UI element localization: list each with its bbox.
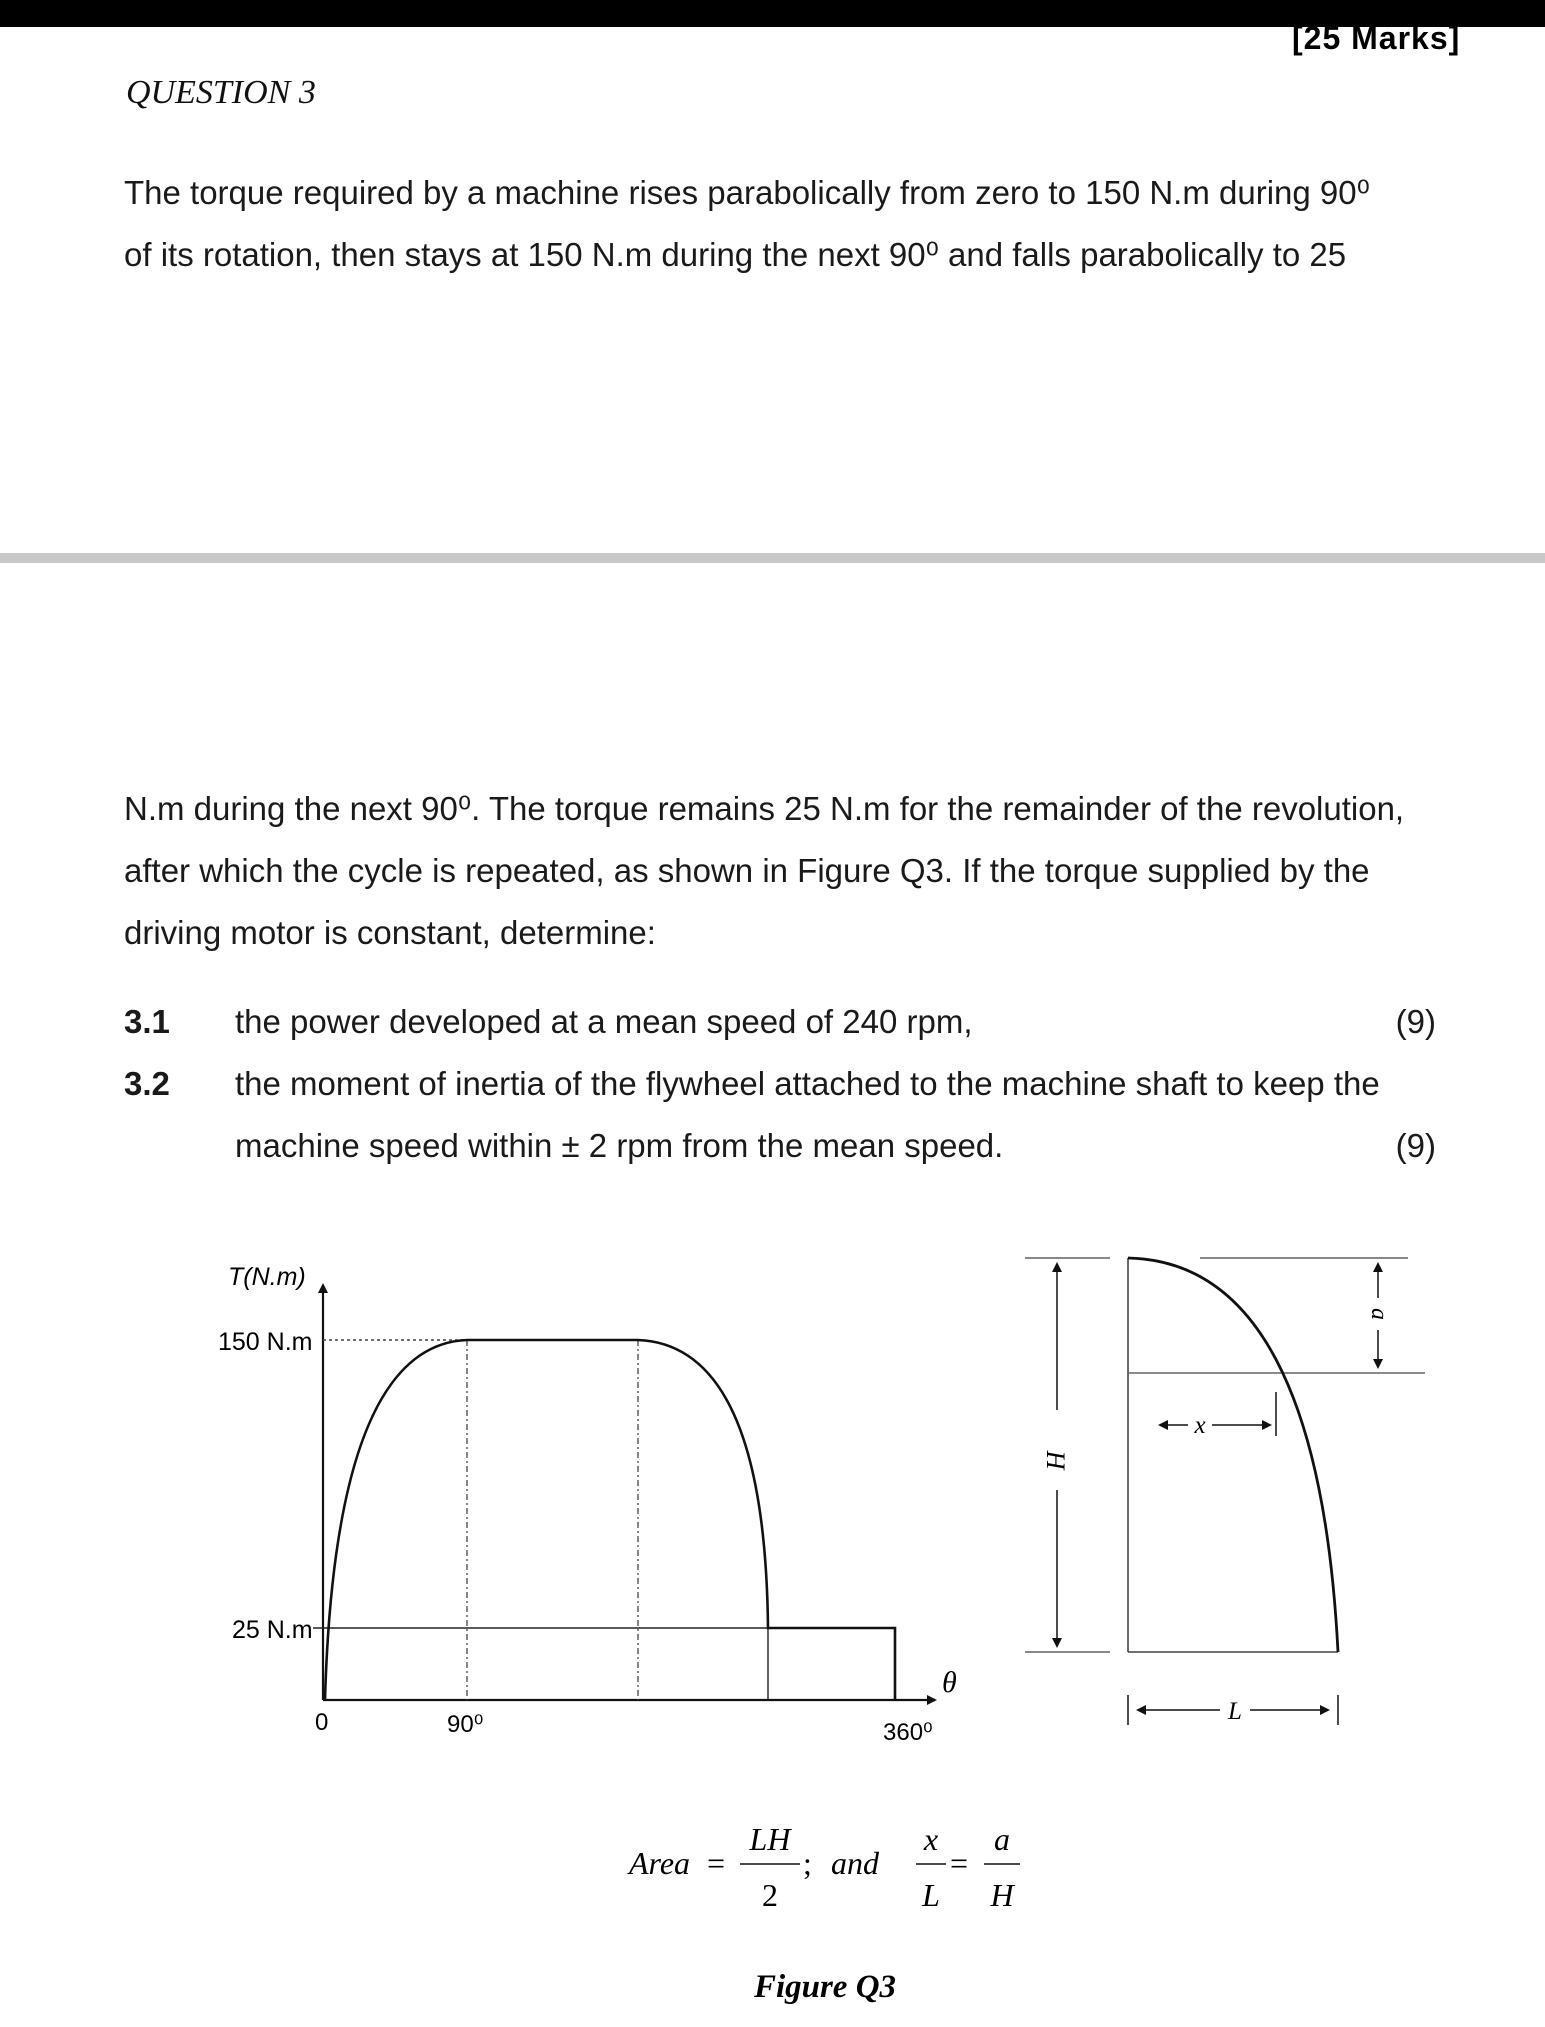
- formula-numerator-x: x: [923, 1821, 939, 1857]
- paragraph-line: The torque required by a machine rises parabolically from zero to 150 N.m during 90⁰: [124, 174, 1370, 211]
- formula-denominator-2: 2: [762, 1877, 778, 1913]
- formula-and: and: [831, 1845, 879, 1881]
- paragraph-line: after which the cycle is repeated, as shown in Figure Q3. If the torque supplied by the: [124, 852, 1370, 889]
- tick-label-25: 25 N.m: [232, 1616, 313, 1644]
- item-text-continued: machine speed within ± 2 rpm from the mean speed.: [235, 1127, 1004, 1164]
- paragraph-line: N.m during the next 90⁰. The torque remains 25 N.m for the remainder of the revolution,: [124, 790, 1405, 827]
- item-number: 3.2: [124, 1065, 170, 1102]
- question-title: QUESTION 3: [126, 74, 316, 111]
- formula-denominator-h: H: [990, 1877, 1014, 1913]
- a-label: a: [1366, 1308, 1392, 1320]
- marks-fragment: [25 Marks]: [1292, 20, 1461, 56]
- parabola-curve: [1128, 1258, 1338, 1652]
- y-axis-label: T(N.m): [228, 1263, 306, 1291]
- theta-label: θ: [942, 1666, 957, 1699]
- paragraph-line: of its rotation, then stays at 150 N.m during the next 90⁰ and falls parabolically to 25: [124, 236, 1347, 273]
- l-label: L: [1228, 1698, 1242, 1725]
- tick-label-90: 90⁰: [447, 1711, 484, 1738]
- formula-area-label: Area: [629, 1845, 691, 1881]
- area-formula: [627, 1821, 1020, 1913]
- item-marks: (9): [1395, 1127, 1436, 1164]
- item-text: the moment of inertia of the flywheel attached to the machine shaft to keep the: [235, 1065, 1380, 1102]
- item-number: 3.1: [124, 1003, 170, 1040]
- formula-separator: ;: [803, 1845, 812, 1881]
- torque-curve: [325, 1340, 895, 1700]
- paragraph-line: driving motor is constant, determine:: [124, 914, 656, 951]
- figure-caption: Figure Q3: [753, 1969, 897, 2005]
- item-text: the power developed at a mean speed of 240 rpm,: [235, 1003, 973, 1040]
- formula-equals-2: =: [950, 1845, 969, 1881]
- x-label: x: [1194, 1412, 1206, 1439]
- tick-label-360: 360⁰: [883, 1719, 933, 1746]
- torque-chart: [218, 1263, 957, 1746]
- formula-denominator-l: L: [922, 1877, 940, 1913]
- formula-equals: =: [707, 1845, 726, 1881]
- parabola-area-diagram: [1025, 1258, 1425, 1725]
- formula-numerator-lh: LH: [749, 1821, 791, 1857]
- h-label: H: [1041, 1450, 1070, 1470]
- tick-label-150: 150 N.m: [218, 1328, 313, 1356]
- item-marks: (9): [1395, 1003, 1436, 1040]
- formula-numerator-a: a: [994, 1821, 1010, 1857]
- tick-label-0: 0: [315, 1709, 329, 1736]
